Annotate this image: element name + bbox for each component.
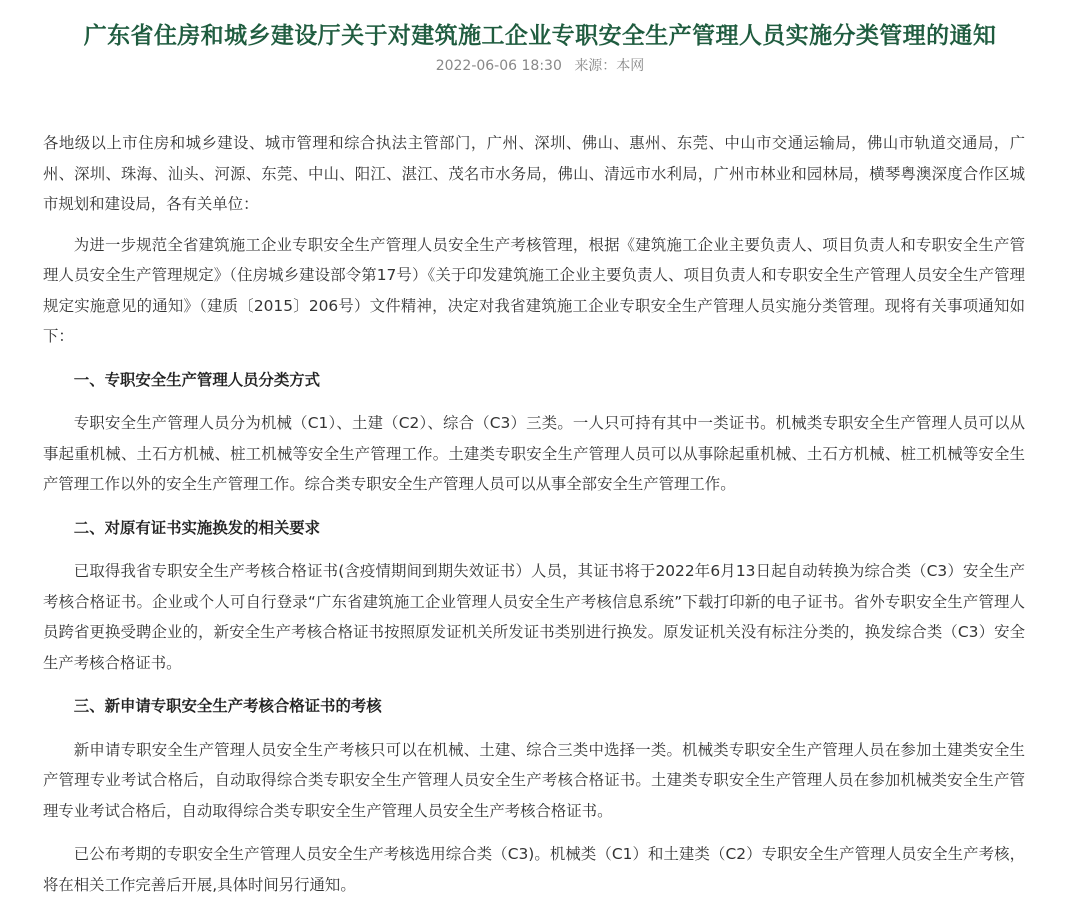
intro-paragraph: 为进一步规范全省建筑施工企业专职安全生产管理人员安全生产考核管理，根据《建筑施工企业主要负责人、项目负责人和专职安全生产管理人员安全生产管理规定》（住房城乡建设部令第17号）《关于印发建筑施工企业主要负责人、项目负责人和专职安全生产管理人员安全生产管理规定实施意见的通知》（建质〔2015〕206号）文件精神，决定对我省建筑施工企业专职安全生产管理人员实施分类管理。现将有关事项通知如下： [43,235,1025,345]
section-paragraph-2: 已取得我省专职安全生产考核合格证书(含疫情期间到期失效证书）人员，其证书将于2022年6月13日起自动转换为综合类（C3）安全生产考核合格证书。企业或个人可自行登录“广东省建筑施工企业管理人员安全生产考核信息系统”下载打印新的电子证书。省外专职安全生产管理人员跨省更换受聘企业的，新安全生产考核合格证书按照原发证机关所发证书类别进行换发。原发证机关没有标注分类的，换发综合类（C3）安全生产考核合格证书。 [43,562,1025,672]
section-heading-2: 二、对原有证书实施换发的相关要求 [73,518,321,537]
section-heading-1: 一、专职安全生产管理人员分类方式 [73,370,321,389]
addressee-paragraph: 各地级以上市住房和城乡建设、城市管理和综合执法主管部门，广州、深圳、佛山、惠州、东莞、中山市交通运输局，佛山市轨道交通局，广州、深圳、珠海、汕头、河源、东莞、中山、阳江、湛江、茂名市水务局，佛山、清远市水利局，广州市林业和园林局，横琴粤澳深度合作区城市规划和建设局，各有关单位： [43,134,1025,213]
section-paragraph-3a: 新申请专职安全生产管理人员安全生产考核只可以在机械、土建、综合三类中选择一类。机械类专职安全生产管理人员在参加土建类安全生产管理专业考试合格后，自动取得综合类专职安全生产管理人员安全生产考核合格证书。土建类专职安全生产管理人员在参加机械类安全生产管理专业考试合格后，自动取得综合类专职安全生产管理人员安全生产考核合格证书。 [43,740,1025,820]
publish-date: 2022-06-06 18:30 [435,58,562,74]
article-body [43,128,1025,900]
article-meta [0,56,1080,76]
section-paragraph-3b: 已公布考期的专职安全生产管理人员安全生产考核选用综合类（C3)。机械类（C1）和土建类（C2）专职安全生产管理人员安全生产考核，将在相关工作完善后开展,具体时间另行通知。 [43,845,1025,894]
section-paragraph-1: 专职安全生产管理人员分为机械（C1）、土建（C2）、综合（C3）三类。一人只可持有其中一类证书。机械类专职安全生产管理人员可以从事起重机械、土石方机械、桩工机械等安全生产管理工作。土建类专职安全生产管理人员可以从事除起重机械、土石方机械、桩工机械等安全生产管理工作以外的安全生产管理工作。综合类专职安全生产管理人员可以从事全部安全生产管理工作。 [43,414,1025,493]
article-title: 广东省住房和城乡建设厅关于对建筑施工企业专职安全生产管理人员实施分类管理的通知 [83,23,997,50]
section-heading-3: 三、新申请专职安全生产考核合格证书的考核 [73,697,382,715]
article-source: 来源：本网 [574,58,645,74]
